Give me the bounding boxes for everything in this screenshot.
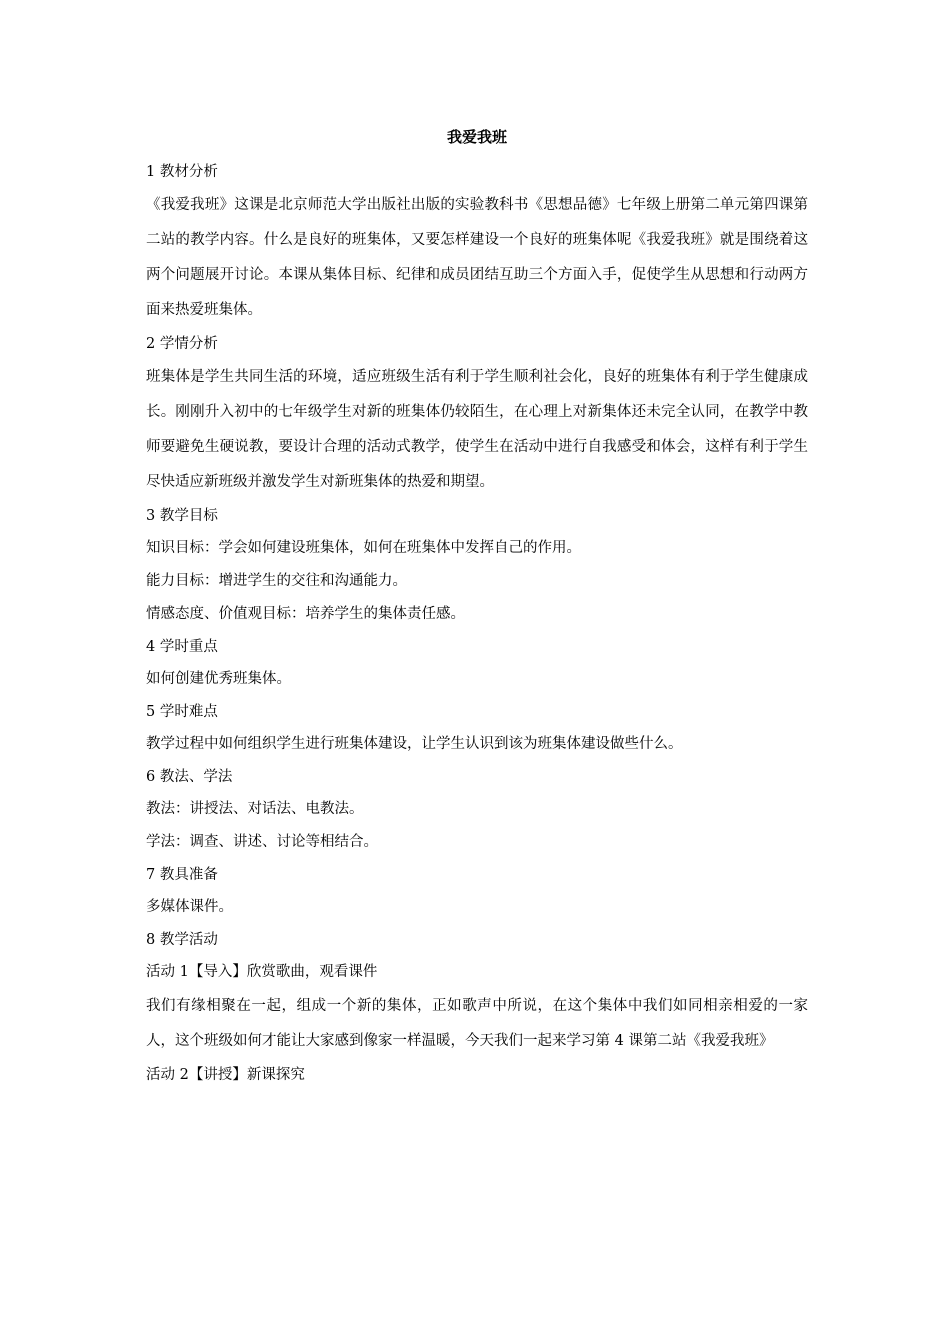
section-heading-textbook-analysis: 1 教材分析 (146, 164, 218, 180)
activity-1-heading: 活动 1【导入】欣赏歌曲，观看课件 (146, 964, 378, 980)
activity-2-heading: 活动 2【讲授】新课探究 (146, 1067, 305, 1083)
section-heading-key-points: 4 学时重点 (146, 639, 218, 655)
goal-emotion: 情感态度、价值观目标：培养学生的集体责任感。 (146, 606, 465, 622)
section-heading-activities: 8 教学活动 (146, 932, 218, 948)
key-point-text: 如何创建优秀班集体。 (146, 671, 291, 687)
document-body (146, 124, 808, 1092)
section-text-student-analysis: 班集体是学生共同生活的环境，适应班级生活有利于学生顺利社会化，良好的班集体有利于学生健康成长。刚刚升入初中的七年级学生对新的班集体仍较陌生，在心理上对新集体还未完全认同，在教学中教师要避免生硬说教，要设计合理的活动式教学，使学生在活动中进行自我感受和体会，这样有利于学生尽快适应新班级并激发学生对新班集体的热爱和期望。 (146, 369, 808, 490)
section-heading-difficulties: 5 学时难点 (146, 704, 218, 720)
learning-method: 学法：调查、讲述、讨论等相结合。 (146, 834, 378, 850)
goal-ability: 能力目标：增进学生的交往和沟通能力。 (146, 573, 407, 589)
section-heading-teaching-goals: 3 教学目标 (146, 508, 218, 524)
section-heading-methods: 6 教法、学法 (146, 769, 233, 785)
section-heading-materials: 7 教具准备 (146, 867, 218, 883)
difficulty-text: 教学过程中如何组织学生进行班集体建设，让学生认识到该为班集体建设做些什么。 (146, 736, 683, 752)
goal-knowledge: 知识目标：学会如何建设班集体，如何在班集体中发挥自己的作用。 (146, 540, 581, 556)
section-heading-student-analysis: 2 学情分析 (146, 336, 218, 352)
document-title: 我爱我班 (446, 128, 507, 146)
teaching-method: 教法：讲授法、对话法、电教法。 (146, 801, 364, 817)
materials-text: 多媒体课件。 (146, 899, 233, 915)
section-text-textbook-analysis: 《我爱我班》这课是北京师范大学出版社出版的实验教科书《思想品德》七年级上册第二单元第四课第二站的教学内容。什么是良好的班集体，又要怎样建设一个良好的班集体呢《我爱我班》就是围绕着这两个问题展开讨论。本课从集体目标、纪律和成员团结互助三个方面入手，促使学生从思想和行动两方面来热爱班集体。 (146, 197, 808, 318)
activity-1-text: 我们有缘相聚在一起，组成一个新的集体，正如歌声中所说，在这个集体中我们如同相亲相爱的一家人，这个班级如何才能让大家感到像家一样温暖，今天我们一起来学习第 4 课第二站《我爱我班》 (146, 998, 808, 1049)
